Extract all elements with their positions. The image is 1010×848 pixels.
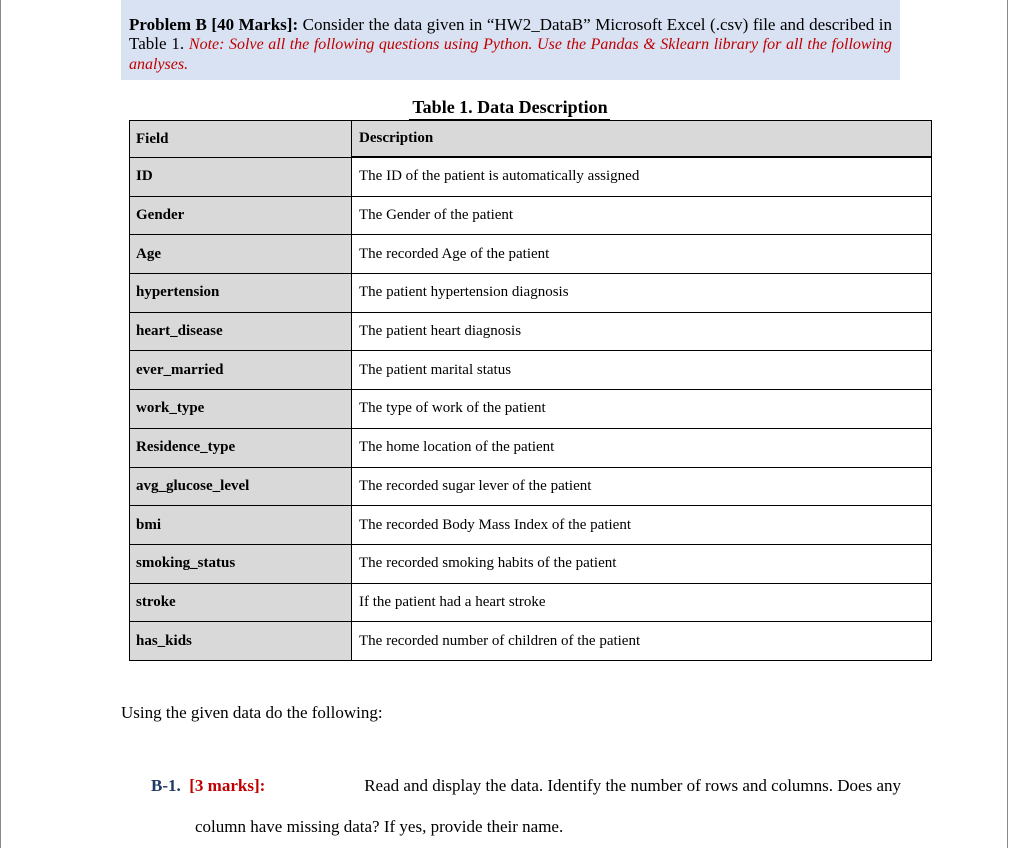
description-cell: If the patient had a heart stroke	[351, 584, 932, 623]
field-cell: bmi	[129, 506, 351, 545]
description-cell: The Gender of the patient	[351, 197, 932, 236]
field-cell: smoking_status	[129, 545, 351, 584]
table-row	[129, 468, 932, 507]
description-cell: The recorded number of children of the patient	[351, 622, 932, 661]
table-row	[129, 429, 932, 468]
description-cell: The patient marital status	[351, 351, 932, 390]
field-cell: Residence_type	[129, 429, 351, 468]
header-description: Description	[351, 120, 932, 158]
field-cell: ID	[129, 158, 351, 197]
problem-label: Problem B [40 Marks]:	[129, 15, 299, 34]
table-row	[129, 351, 932, 390]
table-caption: Table 1. Data Description	[412, 97, 608, 117]
page-edge-left	[0, 0, 1, 848]
description-cell: The recorded sugar lever of the patient	[351, 468, 932, 507]
table-row	[129, 197, 932, 236]
table-row	[129, 545, 932, 584]
field-cell: stroke	[129, 584, 351, 623]
table-row	[129, 622, 932, 661]
table-header-row	[129, 120, 932, 158]
description-cell: The type of work of the patient	[351, 390, 932, 429]
problem-statement	[121, 0, 900, 80]
description-cell: The patient hypertension diagnosis	[351, 274, 932, 313]
field-cell: heart_disease	[129, 313, 351, 352]
question-marks: [3 marks]:	[189, 776, 266, 795]
table-row	[129, 158, 932, 197]
data-description-table	[129, 120, 932, 661]
table-row	[129, 235, 932, 274]
field-cell: Age	[129, 235, 351, 274]
problem-text: Consider the data given in “HW2_DataB” Microsoft Excel (.csv) file and described in Table 1.	[129, 15, 892, 53]
table-row	[129, 390, 932, 429]
table-row	[129, 506, 932, 545]
table-row	[129, 313, 932, 352]
field-cell: avg_glucose_level	[129, 468, 351, 507]
description-cell: The recorded Body Mass Index of the patient	[351, 506, 932, 545]
field-cell: work_type	[129, 390, 351, 429]
table-row	[129, 584, 932, 623]
problem-note: Note: Solve all the following questions using Python. Use the Pandas & Sklearn library for all the following analyses.	[129, 36, 893, 73]
field-cell: Gender	[129, 197, 351, 236]
page-edge-right	[1007, 0, 1008, 848]
description-cell: The home location of the patient	[351, 429, 932, 468]
question-text-line1: Read and display the data. Identify the number of rows and columns. Does any	[364, 776, 901, 795]
table-row	[129, 274, 932, 313]
field-cell: ever_married	[129, 351, 351, 390]
question-text-line2: column have missing data? If yes, provide their name.	[195, 817, 564, 836]
question-b1	[151, 765, 901, 847]
description-cell: The patient heart diagnosis	[351, 313, 932, 352]
field-cell: has_kids	[129, 622, 351, 661]
description-cell: The ID of the patient is automatically assigned	[351, 158, 932, 197]
description-cell: The recorded Age of the patient	[351, 235, 932, 274]
question-number: B-1.	[151, 776, 181, 795]
description-cell: The recorded smoking habits of the patient	[351, 545, 932, 584]
field-cell: hypertension	[129, 274, 351, 313]
header-field: Field	[129, 120, 351, 158]
instructions-text: Using the given data do the following:	[121, 703, 383, 722]
